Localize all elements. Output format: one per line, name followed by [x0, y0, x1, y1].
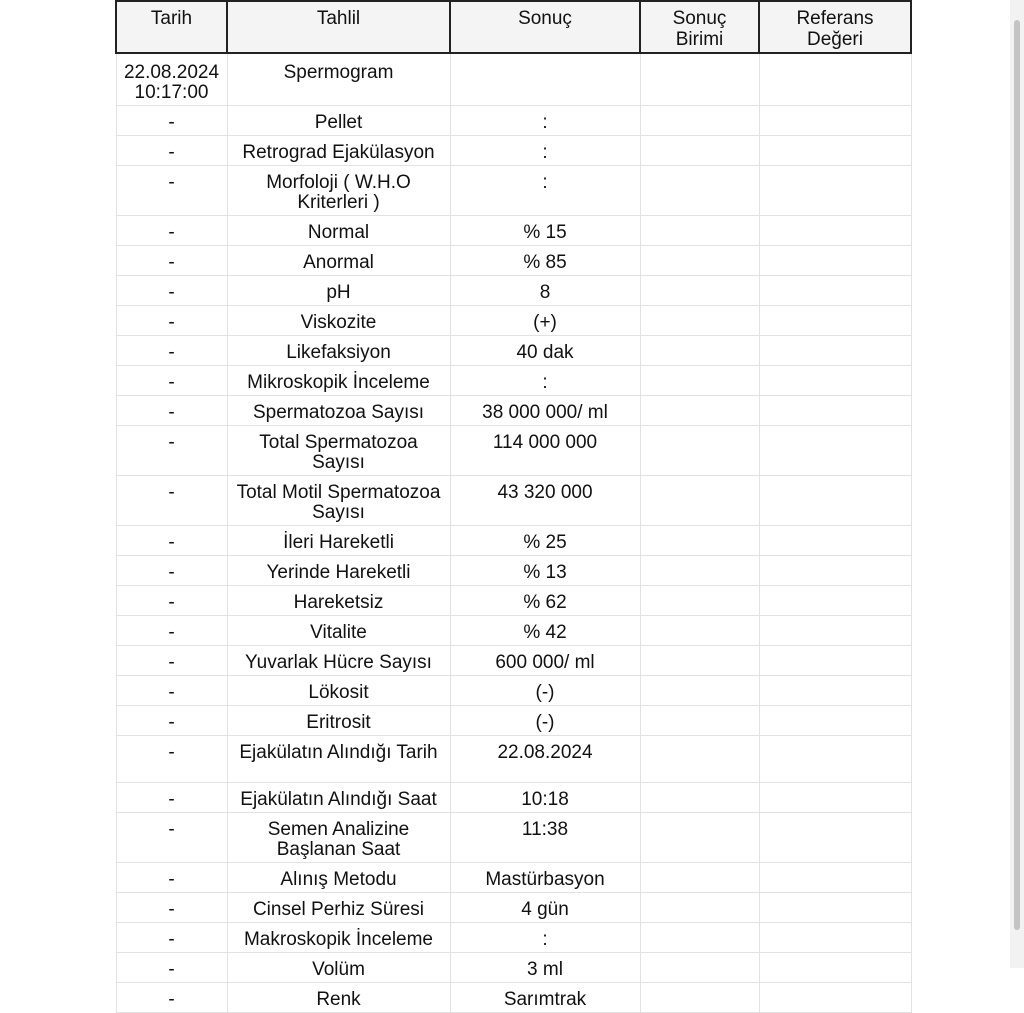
row-result: % 42 [450, 616, 640, 646]
header-reference [759, 1, 911, 53]
header-unit-line1: Sonuç [672, 8, 727, 29]
row-reference [759, 53, 911, 106]
row-test: Yerinde Hareketli [227, 556, 450, 586]
row-result: : [450, 923, 640, 953]
row-result: 8 [450, 276, 640, 306]
row-unit [640, 893, 759, 923]
header-reference-line1: Referans [796, 8, 874, 29]
table-row [116, 106, 911, 136]
row-test: Ejakülatın Alındığı Saat [227, 783, 450, 813]
table-row [116, 813, 911, 863]
table-row [116, 306, 911, 336]
table-row [116, 166, 911, 216]
row-unit [640, 166, 759, 216]
row-date: - [116, 396, 227, 426]
row-reference [759, 216, 911, 246]
row-reference [759, 863, 911, 893]
row-date: - [116, 616, 227, 646]
row-date: - [116, 166, 227, 216]
row-reference [759, 813, 911, 863]
row-reference [759, 736, 911, 783]
row-result: % 13 [450, 556, 640, 586]
row-reference [759, 246, 911, 276]
header-reference-line2: Değeri [807, 29, 863, 50]
row-unit [640, 53, 759, 106]
row-unit [640, 476, 759, 526]
table-header [116, 1, 911, 53]
row-unit [640, 646, 759, 676]
row-test: Hareketsiz [227, 586, 450, 616]
table-row [116, 336, 911, 366]
row-date [116, 53, 227, 106]
row-reference [759, 586, 911, 616]
row-test: Alınış Metodu [227, 863, 450, 893]
row-date: - [116, 923, 227, 953]
row-date: - [116, 276, 227, 306]
vertical-scrollbar[interactable] [1010, 0, 1024, 968]
row-date: - [116, 646, 227, 676]
row-reference [759, 136, 911, 166]
table-row [116, 893, 911, 923]
row-unit [640, 616, 759, 646]
row-reference [759, 306, 911, 336]
table-row [116, 476, 911, 526]
row-date: - [116, 953, 227, 983]
row-test: Morfoloji ( W.H.O Kriterleri ) [227, 166, 450, 216]
row-unit [640, 336, 759, 366]
table-row [116, 136, 911, 166]
row-date: - [116, 336, 227, 366]
header-test: Tahlil [227, 1, 450, 53]
row-unit [640, 586, 759, 616]
row-test: Normal [227, 216, 450, 246]
table-row [116, 706, 911, 736]
row-test: Likefaksiyon [227, 336, 450, 366]
header-date: Tarih [116, 1, 227, 53]
row-date: - [116, 366, 227, 396]
table-row [116, 676, 911, 706]
row-date: - [116, 246, 227, 276]
row-date: - [116, 306, 227, 336]
row-result: : [450, 166, 640, 216]
row-result: % 85 [450, 246, 640, 276]
row-result: 11:38 [450, 813, 640, 863]
row-result: Sarımtrak [450, 983, 640, 1013]
row-reference [759, 983, 911, 1013]
row-reference [759, 616, 911, 646]
row-test: Retrograd Ejakülasyon [227, 136, 450, 166]
row-unit [640, 863, 759, 893]
row-result: : [450, 106, 640, 136]
row-result: 114 000 000 [450, 426, 640, 476]
row-reference [759, 426, 911, 476]
row-result: 43 320 000 [450, 476, 640, 526]
row-date: - [116, 556, 227, 586]
row-test: Volüm [227, 953, 450, 983]
row-result: 40 dak [450, 336, 640, 366]
row-result: 3 ml [450, 953, 640, 983]
row-unit [640, 366, 759, 396]
row-reference [759, 336, 911, 366]
row-date: - [116, 216, 227, 246]
row-result: % 25 [450, 526, 640, 556]
table-row [116, 246, 911, 276]
row-unit [640, 106, 759, 136]
row-test: Yuvarlak Hücre Sayısı [227, 646, 450, 676]
row-test: Semen Analizine Başlanan Saat [227, 813, 450, 863]
row-unit [640, 276, 759, 306]
row-unit [640, 736, 759, 783]
table-row [116, 923, 911, 953]
row-date: - [116, 813, 227, 863]
row-result: 4 gün [450, 893, 640, 923]
row-reference [759, 476, 911, 526]
table-row [116, 556, 911, 586]
row-test: Cinsel Perhiz Süresi [227, 893, 450, 923]
row-result: 22.08.2024 [450, 736, 640, 783]
table-row [116, 616, 911, 646]
row-reference [759, 396, 911, 426]
row-date: - [116, 893, 227, 923]
row-test: Pellet [227, 106, 450, 136]
table-row [116, 586, 911, 616]
row-result: (+) [450, 306, 640, 336]
row-reference [759, 923, 911, 953]
row-date: - [116, 863, 227, 893]
row-time-value: 10:17:00 [134, 82, 209, 103]
table-body [116, 53, 911, 1013]
row-date: - [116, 706, 227, 736]
row-reference [759, 676, 911, 706]
row-test: pH [227, 276, 450, 306]
table-row [116, 646, 911, 676]
row-test: Lökosit [227, 676, 450, 706]
header-result: Sonuç [450, 1, 640, 53]
table-row [116, 426, 911, 476]
row-date: - [116, 783, 227, 813]
table-row [116, 276, 911, 306]
row-reference [759, 366, 911, 396]
row-test: Spermatozoa Sayısı [227, 396, 450, 426]
row-date: - [116, 736, 227, 783]
table-row [116, 783, 911, 813]
row-test: Ejakülatın Alındığı Tarih [227, 736, 450, 783]
header-unit [640, 1, 759, 53]
row-date: - [116, 586, 227, 616]
row-result: (-) [450, 706, 640, 736]
row-reference [759, 166, 911, 216]
row-test: Mikroskopik İnceleme [227, 366, 450, 396]
row-reference [759, 526, 911, 556]
table-row [116, 736, 911, 783]
table-row [116, 216, 911, 246]
row-date-value: 22.08.2024 [123, 62, 220, 83]
row-date: - [116, 676, 227, 706]
row-reference [759, 893, 911, 923]
row-unit [640, 426, 759, 476]
row-unit [640, 246, 759, 276]
row-result: 10:18 [450, 783, 640, 813]
row-test: Makroskopik İnceleme [227, 923, 450, 953]
row-unit [640, 306, 759, 336]
row-unit [640, 706, 759, 736]
row-test: Viskozite [227, 306, 450, 336]
row-test: Renk [227, 983, 450, 1013]
table-row [116, 396, 911, 426]
row-test: Eritrosit [227, 706, 450, 736]
row-unit [640, 556, 759, 586]
row-test: Total Motil Spermatozoa Sayısı [227, 476, 450, 526]
row-result: (-) [450, 676, 640, 706]
row-result: 38 000 000/ ml [450, 396, 640, 426]
row-reference [759, 106, 911, 136]
row-result: % 62 [450, 586, 640, 616]
row-reference [759, 646, 911, 676]
row-result: Mastürbasyon [450, 863, 640, 893]
row-result: % 15 [450, 216, 640, 246]
table-row [116, 863, 911, 893]
table-row [116, 366, 911, 396]
row-reference [759, 276, 911, 306]
row-date: - [116, 106, 227, 136]
row-result: 600 000/ ml [450, 646, 640, 676]
row-reference [759, 556, 911, 586]
row-reference [759, 706, 911, 736]
row-date: - [116, 526, 227, 556]
table-row [116, 526, 911, 556]
row-unit [640, 983, 759, 1013]
row-test: Vitalite [227, 616, 450, 646]
row-unit [640, 676, 759, 706]
row-unit [640, 526, 759, 556]
row-result [450, 53, 640, 106]
scrollbar-thumb[interactable] [1014, 20, 1020, 930]
row-result: : [450, 366, 640, 396]
row-test: İleri Hareketli [227, 526, 450, 556]
row-unit [640, 396, 759, 426]
row-test: Total Spermatozoa Sayısı [227, 426, 450, 476]
lab-results-table [115, 0, 912, 1013]
row-date: - [116, 983, 227, 1013]
row-unit [640, 136, 759, 166]
table-row [116, 983, 911, 1013]
row-test: Anormal [227, 246, 450, 276]
row-result: : [450, 136, 640, 166]
row-reference [759, 783, 911, 813]
row-date: - [116, 136, 227, 166]
row-test: Spermogram [227, 53, 450, 106]
row-unit [640, 216, 759, 246]
row-date: - [116, 426, 227, 476]
header-unit-line2: Birimi [675, 29, 724, 50]
row-unit [640, 813, 759, 863]
row-date: - [116, 476, 227, 526]
row-unit [640, 783, 759, 813]
row-unit [640, 923, 759, 953]
table-row [116, 53, 911, 106]
